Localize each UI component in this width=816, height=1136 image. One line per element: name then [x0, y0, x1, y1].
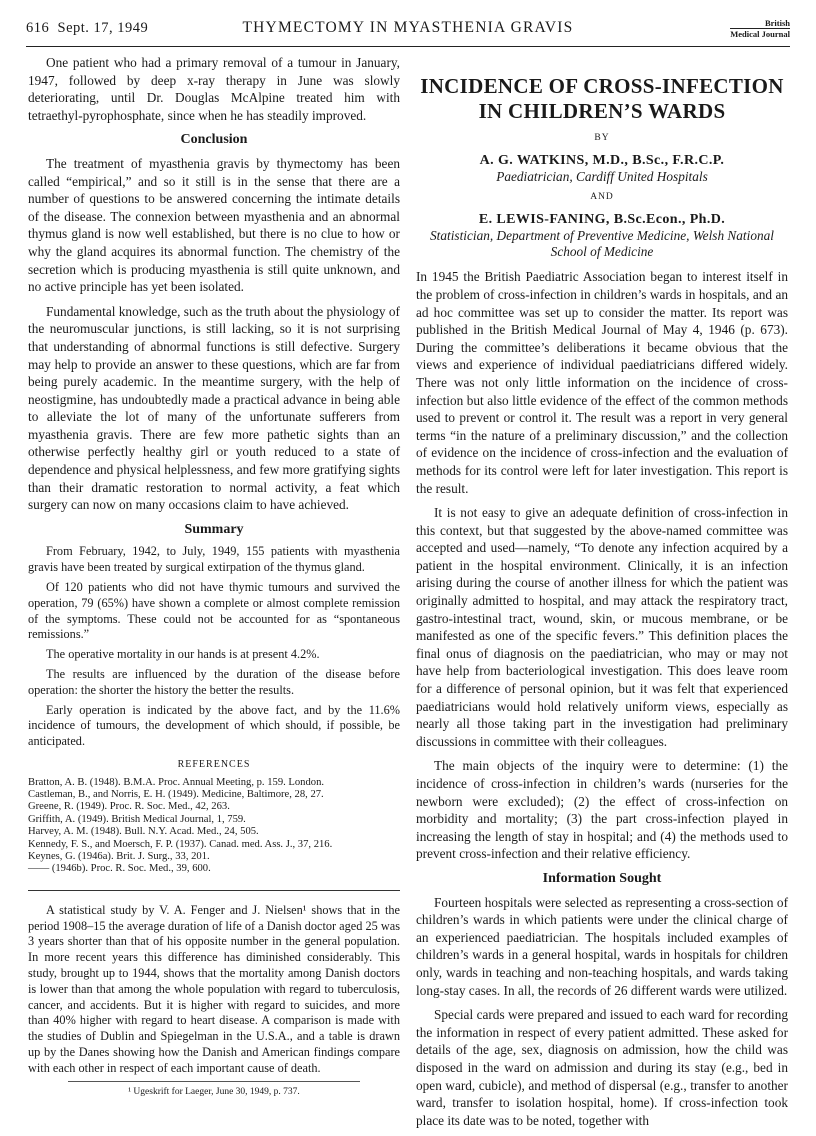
summary-heading: Summary	[184, 521, 244, 537]
conclusion-paragraph-2: Fundamental knowledge, such as the truth about the physiology of the neuromuscular junctions, is still lacking, so it is not surprising that understanding of abnormal functions is still defective. Surgery may help to provide an answer to these questions, which are far from being purely academic. In the meantime surgery, with the help of neostigmine, has undoubtedly made a practical advance in being able to alleviate the lot of many of the unfortunate sufferers from myasthenia gravis. There are few more pathetic sights than an otherwise perfectly healthy girl or youth reduced to a state of dependence and physical helplessness, and few more gratifying sights than their dramatic restoration to normal activity, a feat which surgery can now on many occasions claim to have achieved.	[28, 303, 400, 513]
journal-name: British Medical Journal	[730, 18, 790, 39]
conclusion-heading: Conclusion	[180, 132, 248, 148]
byline-by: BY	[594, 133, 610, 143]
info-paragraph-1: Fourteen hospitals were selected as representing a cross-section of children’s wards in which patients were under the clinical charge of an experienced paediatrician. The hospitals included examples of children’s wards in a general hospital, wards in hospitals for children only, wards in teaching and non-teaching hospitals, and wards taking long-stay cases. In all, the records of 26 different wards were utilized.	[416, 894, 788, 998]
summary-paragraph-4: The results are influenced by the duration of the disease before operation: the shorter the history the better the results.	[28, 667, 400, 697]
article-title: INCIDENCE OF CROSS-INFECTION IN CHILDREN’S WARDS	[420, 74, 784, 123]
summary-paragraph-1: From February, 1942, to July, 1949, 155 patients with myasthenia gravis have been treated by surgical extirpation of the thymus gland.	[28, 544, 400, 575]
author-2-affiliation: Statistician, Department of Preventive Medicine, Welsh National School of Medicine	[430, 228, 774, 260]
info-paragraph-2: Special cards were prepared and issued to each ward for recording the information in respect of every patient admitted. These asked for details of the age, sex, diagnosis on admission, how the child was disposed in the ward on admission and during its stay (e.g., bed in open ward, cubicle), and method of dispersal (e.g., transfer to another ward, transfer to isolation hospital, home). If cross-infection took place its date was to be noted, together with	[416, 1007, 788, 1128]
references-list	[28, 777, 400, 876]
reference-item: Keynes, G. (1946a). Brit. J. Surg., 33, 201.	[28, 851, 210, 863]
author-2: E. LEWIS-FANING, B.Sc.Econ., Ph.D.	[478, 211, 726, 227]
byline-and: AND	[590, 192, 614, 203]
footnote: ¹ Ugeskrift for Laeger, June 30, 1949, p. 737.	[68, 1081, 360, 1102]
information-sought-heading: Information Sought	[542, 870, 662, 886]
article-body	[416, 268, 788, 1129]
running-title: THYMECTOMY IN MYASTHENIA GRAVIS	[242, 19, 574, 36]
right-column	[416, 54, 788, 1136]
author-1-affiliation: Paediatrician, Cardiff United Hospitals	[496, 169, 708, 185]
reference-item: Harvey, A. M. (1948). Bull. N.Y. Acad. Med., 24, 505.	[28, 826, 259, 838]
summary-block	[28, 544, 400, 750]
danish-doctors-paragraph: A statistical study by V. A. Fenger and J. Nielsen¹ shows that in the period 1908–15 the average duration of life of a Danish doctor aged 25 was 3 years shorter than that of his opposite number in the general population. In more recent years this difference has diminished considerably. This study, brought up to 1944, shows that the mortality among Danish doctors is lower than that among the whole population with regard to tuberculosis, cancer, and accidents. But it is higher with regard to suicides, and more than 40% higher with regard to heart disease. A comparison is made with the studies of Dublin and Spiegelman in the U.S.A., and a table is drawn up by the Danes showing how the Danish and American findings compare with each other in respect of each important cause of death.	[28, 902, 400, 1075]
body-paragraph-3: The main objects of the inquiry were to determine: (1) the incidence of cross-infection in children’s wards (nurseries for the newborn were excluded); (2) the effect of cross-infection on morbidity and mortality; (3) the part cross-infection played in increasing the length of stay in hospital; and (4) the methods used to prevent cross-infection and their relative efficiency.	[416, 758, 788, 862]
summary-paragraph-2: Of 120 patients who did not have thymic tumours and survived the operation, 79 (65%) have shown a complete or almost complete remission of the symptoms. These could not be accounted for as “spontaneous remissions.”	[28, 580, 400, 642]
reference-item: —— (1946b). Proc. R. Soc. Med., 39, 600.	[28, 863, 211, 875]
reference-item: Castleman, B., and Norris, E. H. (1949). Medicine, Baltimore, 28, 27.	[28, 789, 324, 800]
left-column	[28, 54, 400, 1101]
author-1: A. G. WATKINS, M.D., B.Sc., F.R.C.P.	[479, 152, 725, 168]
section-divider	[28, 890, 400, 891]
reference-item: Griffith, A. (1949). British Medical Journal, 1, 759.	[28, 813, 246, 825]
reference-item: Greene, R. (1949). Proc. R. Soc. Med., 42, 263.	[28, 801, 230, 813]
references-heading: REFERENCES	[177, 759, 251, 770]
intro-paragraph: One patient who had a primary removal of a tumour in January, 1947, followed by deep x-ray therapy in June was slowly deteriorating, until Dr. Douglas McAlpine treated him with tetraethyl-pyrophosphate, since when he has steadily improved.	[28, 55, 400, 123]
reference-item: Kennedy, F. S., and Moersch, F. P. (1937). Canad. med. Ass. J., 37, 216.	[28, 838, 333, 850]
body-paragraph-2: It is not easy to give an adequate definition of cross-infection in this context, but that suggested by the above-named committee was accepted and used—namely, “To denote any infection acquired by a patient in the hospital environment. Clinically, it is an infection arising during the course of another illness for which the patient was originally admitted to hospital, and may attack the respiratory tract, gastro-intestinal tract, wound, skin, or mucous membrane, or be manifested as one of the specific fevers.” This definition places the final onus of diagnosis on the paediatrician, who may or may not have help from bacteriological investigation. This does leave room for a difference of personal opinion, but it was felt that experienced paediatricians would hold relatively uniform views, especially as nearly all those taking part in the investigation had preliminary discussions in committee with their colleagues.	[416, 505, 788, 749]
note-block	[28, 903, 400, 1077]
reference-item: Bratton, A. B. (1948). B.M.A. Proc. Annual Meeting, p. 159. London.	[28, 776, 325, 788]
summary-paragraph-5: Early operation is indicated by the above fact, and by the 11.6% incidence of tumours, the development of which should, if possible, be anticipated.	[28, 702, 400, 749]
running-header	[26, 16, 790, 47]
body-paragraph-1: In 1945 the British Paediatric Association began to interest itself in the problem of cross-infection in children’s wards in hospitals, and an ad hoc committee was set up to consider the matter. Its report was published in the British Medical Journal of May 4, 1946 (p. 673). During the committee’s deliberations it became obvious that the views and experience of individual paediatricians differed widely. There was not only little information on the incidence of cross-infection but also little evidence of the effect of the common methods used to prevent or control it. The result was a report in very general terms “in the nature of a preliminary discussion,” and the collection of evidence on the incidence of cross-infection and the evaluation of methods for its control were left for later investigation. This report is the result.	[416, 269, 788, 496]
page-number-date: 616 Sept. 17, 1949	[26, 20, 149, 36]
conclusion-paragraph-1: The treatment of myasthenia gravis by thymectomy has been called “empirical,” and so it still is in the sense that there are a number of questions to be answered concerning the intimate details of the disease. The connexion between myasthenia and an abnormal thymus gland is now well established, but there is no clue to how or why the gland acquires its abnormal function. The chemistry of the secretion which is producing myasthenia is still quite unknown, and no active principle has yet been isolated.	[28, 155, 400, 295]
summary-paragraph-3: The operative mortality in our hands is at present 4.2%.	[46, 647, 320, 662]
